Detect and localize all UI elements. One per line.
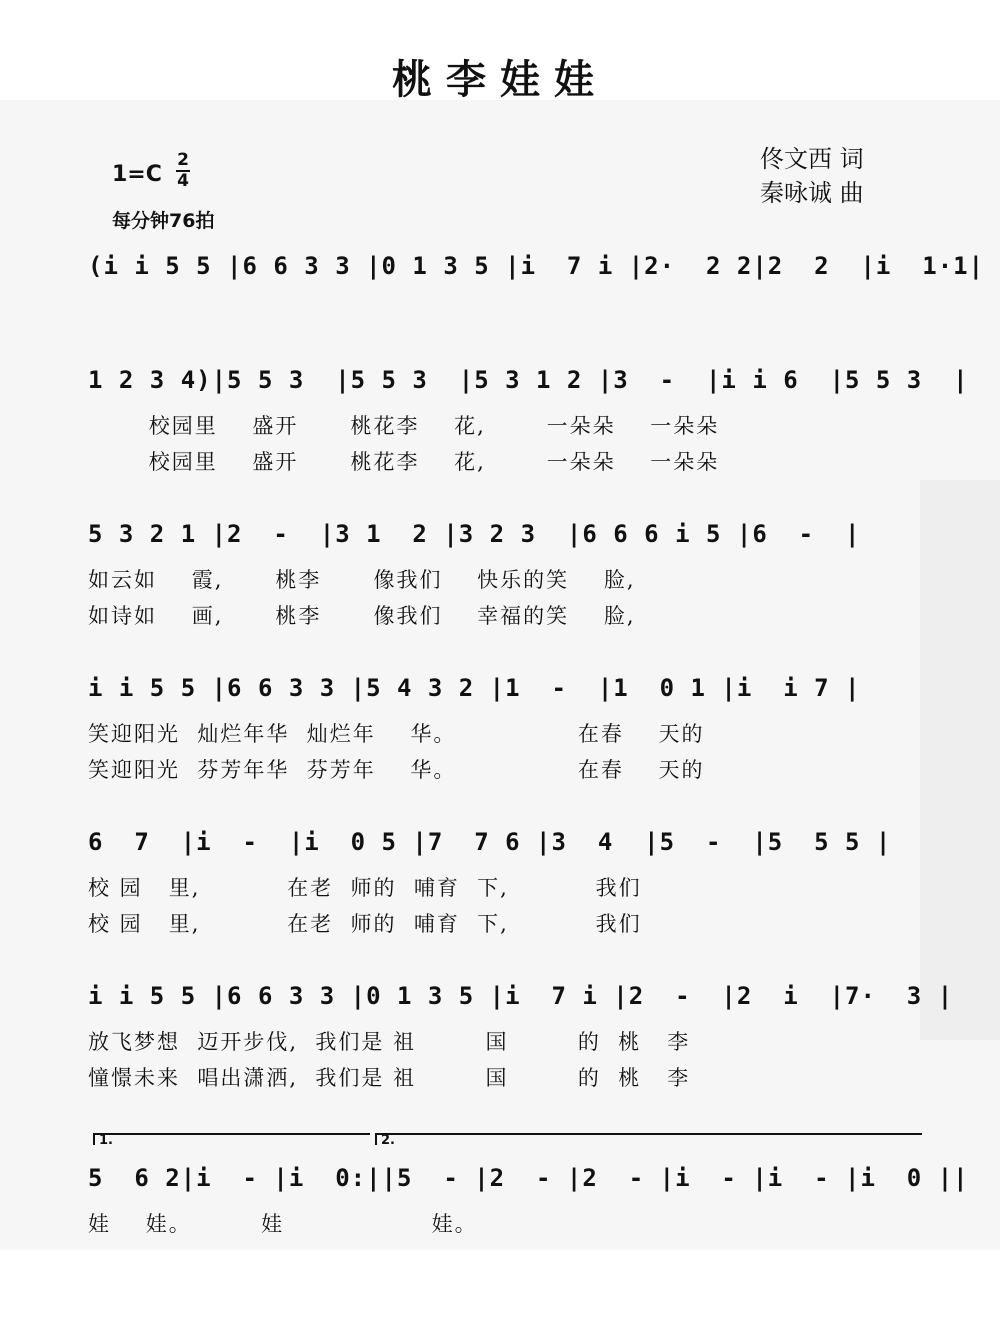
lyric-line-4a: 笑迎阳光 灿烂年华 灿烂年 华。 在春 天的 [88,722,705,746]
notation-line-3: 5 3 2 1 |2 - |3 1 2 |3 2 3 |6 6 6 i 5 |6 - | [88,520,861,548]
time-signature-bottom: 4 [177,171,189,191]
lyric-line-6a: 放飞梦想 迈开步伐, 我们是 祖 国 的 桃 李 [88,1030,691,1054]
notation-line-1: (i i 5 5 |6 6 3 3 |0 1 3 5 |i 7 i |2· 2 2|2 2 |i 1·1| [88,252,985,280]
lyricist-credit: 佟文西 词 [760,145,864,173]
lyric-line-2b: 校园里 盛开 桃花李 花, 一朵朵 一朵朵 [88,450,720,474]
second-ending-label: 2. [381,1133,395,1148]
second-ending-bracket [375,1133,922,1148]
lyric-line-6b: 憧憬未来 唱出潇洒, 我们是 祖 国 的 桃 李 [88,1066,691,1090]
lyric-line-3a: 如云如 霞, 桃李 像我们 快乐的笑 脸, [88,568,636,592]
composer-credit: 秦咏诚 曲 [760,179,864,207]
notation-line-2: 1 2 3 4)|5 5 3 |5 5 3 |5 3 1 2 |3 - |i i 6 |5 5 3 | [88,366,969,394]
lyric-line-2a: 校园里 盛开 桃花李 花, 一朵朵 一朵朵 [88,414,720,438]
time-signature [176,152,190,190]
lyric-line-5b: 校 园 里, 在老 师的 哺育 下, 我们 [88,912,642,936]
lyric-line-3b: 如诗如 画, 桃李 像我们 幸福的笑 脸, [88,604,636,628]
notation-line-4: i i 5 5 |6 6 3 3 |5 4 3 2 |1 - |1 0 1 |i i 7 | [88,674,861,702]
song-title: 桃李娃娃 [392,56,608,103]
tempo-marking: 每分钟76拍 [112,210,215,232]
lyric-line-4b: 笑迎阳光 芬芳年华 芬芳年 华。 在春 天的 [88,758,705,782]
first-ending-bracket [93,1133,370,1148]
key-signature: 1=C [112,162,162,187]
notation-line-7: 5 6 2|i - |i 0:||5 - |2 - |2 - |i - |i - |i 0 || [88,1164,969,1192]
first-ending-label: 1. [99,1133,113,1148]
lyric-line-5a: 校 园 里, 在老 师的 哺育 下, 我们 [88,876,642,900]
notation-line-6: i i 5 5 |6 6 3 3 |0 1 3 5 |i 7 i |2 - |2 i |7· 3 | [88,982,954,1010]
notation-line-5: 6 7 |i - |i 0 5 |7 7 6 |3 4 |5 - |5 5 5 | [88,828,892,856]
time-signature-top: 2 [177,150,189,170]
credits [760,142,864,210]
paper-shade [920,480,1000,1040]
lyric-line-7: 娃 娃。 娃 娃。 [88,1212,478,1236]
